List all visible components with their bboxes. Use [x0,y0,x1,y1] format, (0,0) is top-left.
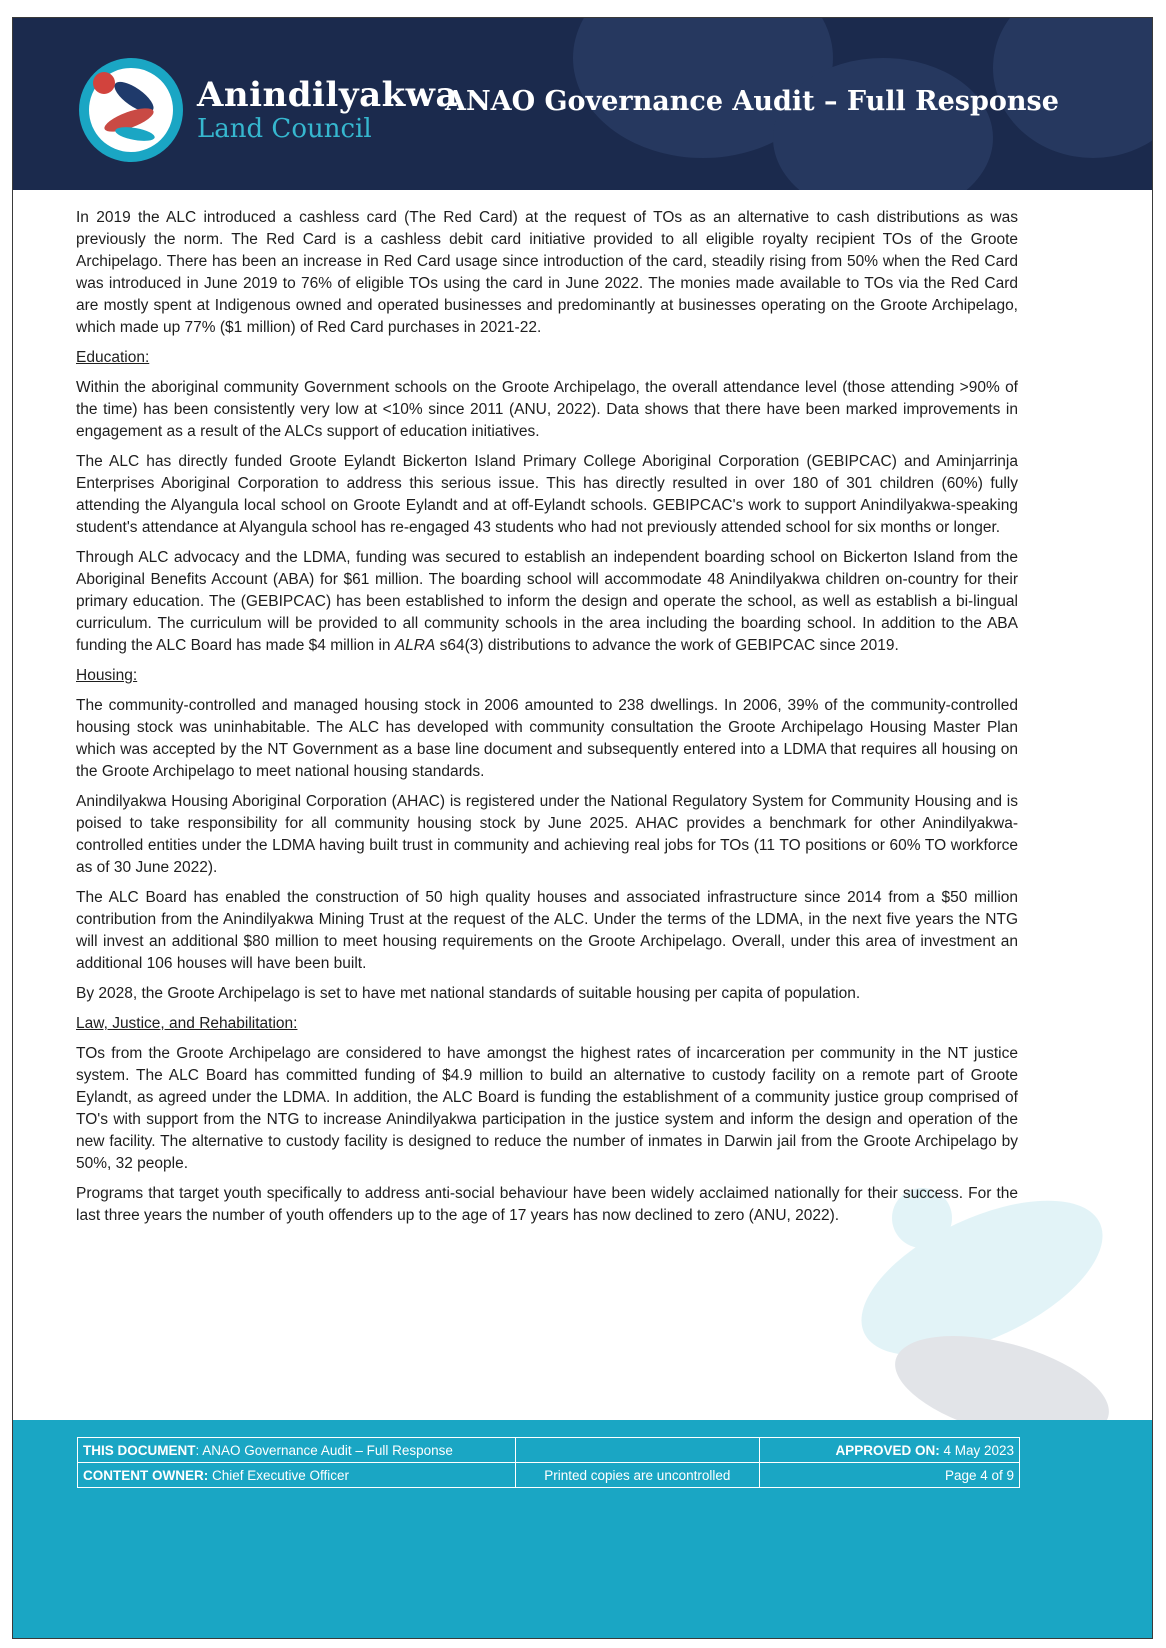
paragraph-housing-stock: The community-controlled and managed housing stock in 2006 amounted to 238 dwellings. In 2006, 39% of the community-controlled housing stock was uninhabitable. The ALC has developed with community consultation the Groote Archipelago Housing Master Plan which was accepted by the NT Government as a base line document and subsequently entered into a LDMA that requires all housing on the Groote Archipelago to meet national housing standards. [76,697,1018,780]
paragraph-education-funding: The ALC has directly funded Groote Eylandt Bickerton Island Primary College Aboriginal Corporation (GEBIPCAC) and Aminjarrinja Enterprises Aboriginal Corporation to address this serious issue. This has directly resulted in over 180 of 301 children (60%) fully attending the Alyangula local school on Groote Eylandt and at off-Eylandt schools. GEBIPCAC's work to support Anindilyakwa-speaking student's attendance at Alyangula school has re-engaged 43 students who had not previously attended school for six months or longer. [76,453,1018,536]
this-document-label: THIS DOCUMENT [83,1442,196,1458]
printed-copies-note: Printed copies are uncontrolled [515,1463,760,1488]
org-name: Anindilyakwa [197,75,458,115]
page-header [13,18,1152,190]
document-control-table [77,1437,1020,1488]
this-document-cell [78,1438,516,1463]
boarding-school-text: Through ALC advocacy and the LDMA, funding was secured to establish an independent boarding school on Bickerton Island from the Aboriginal Benefits Account (ABA) for $61 million. The boarding school will accommodate 48 Anindilyakwa children on-country for their primary education. The (GEBIPCAC) has been established to inform the design and operate the school, as well as establish a bi-lingual curriculum. The curriculum will be provided to all community schools in the area including the boarding school. In addition to the ABA funding the ALC Board has made $4 million in [76,549,1018,654]
paragraph-ahac: Anindilyakwa Housing Aboriginal Corporation (AHAC) is registered under the National Regulatory System for Community Housing and is poised to take responsibility for all community housing stock by June 2025. AHAC provides a benchmark for other Anindilyakwa-controlled entities under the LDMA having built trust in community and achieving real jobs for TOs (11 TO positions or 60% TO workforce as of 30 June 2022). [76,793,1018,876]
paragraph-education-attendance: Within the aboriginal community Government schools on the Groote Archipelago, the overall attendance level (those attending >90% of the time) has been consistently very low at <10% since 2011 (ANU, 2022). Data shows that there have been marked improvements in engagement as a result of the ALCs support of education initiatives. [76,379,1018,440]
sun-icon [93,72,115,94]
heading-education: Education: [76,349,150,366]
document-title: ANAO Governance Audit – Full Response [445,86,1059,117]
paragraph-housing-2028: By 2028, the Groote Archipelago is set to have met national standards of suitable housing per capita of population. [76,985,861,1002]
paragraph-housing-construction: The ALC Board has enabled the construction of 50 high quality houses and associated infrastructure since 2014 from a $50 million contribution from the Anindilyakwa Mining Trust at the request of the ALC. Under the terms of the LDMA, in the next five years the NTG will invest an additional $80 million to meet housing requirements on the Groote Archipelago. Overall, under this area of investment an additional 106 houses will have been built. [76,889,1018,972]
boarding-school-text-end: s64(3) distributions to advance the work of GEBIPCAC since 2019. [435,637,899,654]
paragraph-red-card: In 2019 the ALC introduced a cashless card (The Red Card) at the request of TOs as an alternative to cash distributions as was previously the norm. The Red Card is a cashless debit card initiative provided to all eligible royalty recipient TOs of the Groote Archipelago. There has been an increase in Red Card usage since introduction of the card, steadily rising from 50% when the Red Card was introduced in June 2019 to 76% of eligible TOs using the card in June 2022. The monies made available to TOs via the Red Card are mostly spent at Indigenous owned and operated businesses and predominantly at businesses operating on the Groote Archipelago, which made up 77% ($1 million) of Red Card purchases in 2021-22. [76,209,1018,336]
page-number: Page 4 of 9 [760,1463,1020,1488]
paragraph-incarceration: TOs from the Groote Archipelago are considered to have amongst the highest rates of incarceration per community in the NT justice system. The ALC Board has committed funding of $4.9 million to build an alternative to custody facility on a remote part of Groote Eylandt, as agreed under the LDMA. In addition, the ALC Board is funding the establishment of a community justice group comprised of TO's with support from the NTG to increase Anindilyakwa participation in the justice system and inform the design and operation of the new facility. The alternative to custody facility is designed to reduce the number of inmates in Darwin jail from the Groote Archipelago by 50%, 32 people. [76,1045,1018,1172]
org-subtitle: Land Council [197,114,372,144]
approved-on-label: APPROVED ON: [835,1442,940,1458]
alra-reference: ALRA [394,637,436,654]
approved-on-value: 4 May 2023 [939,1442,1014,1458]
content-owner-value: Chief Executive Officer [208,1467,350,1483]
footer-row [78,1438,1020,1463]
paragraph-youth-programs: Programs that target youth specifically to address anti-social behaviour have been widely acclaimed nationally for their success. For the last three years the number of youth offenders up to the age of 17 years has now declined to zero (ANU, 2022). [76,1185,1018,1224]
approved-on-cell [760,1438,1020,1463]
footer-row [78,1463,1020,1488]
heading-housing: Housing: [76,667,138,684]
empty-cell [515,1438,760,1463]
this-document-value: : ANAO Governance Audit – Full Response [195,1442,453,1458]
alc-logo [79,58,183,162]
content-owner-label: CONTENT OWNER: [83,1467,209,1483]
fish-icon [114,125,155,144]
paragraph-boarding-school [76,547,1018,657]
content-owner-cell [78,1463,516,1488]
document-body [76,207,1018,1235]
heading-law-justice: Law, Justice, and Rehabilitation: [76,1015,298,1032]
